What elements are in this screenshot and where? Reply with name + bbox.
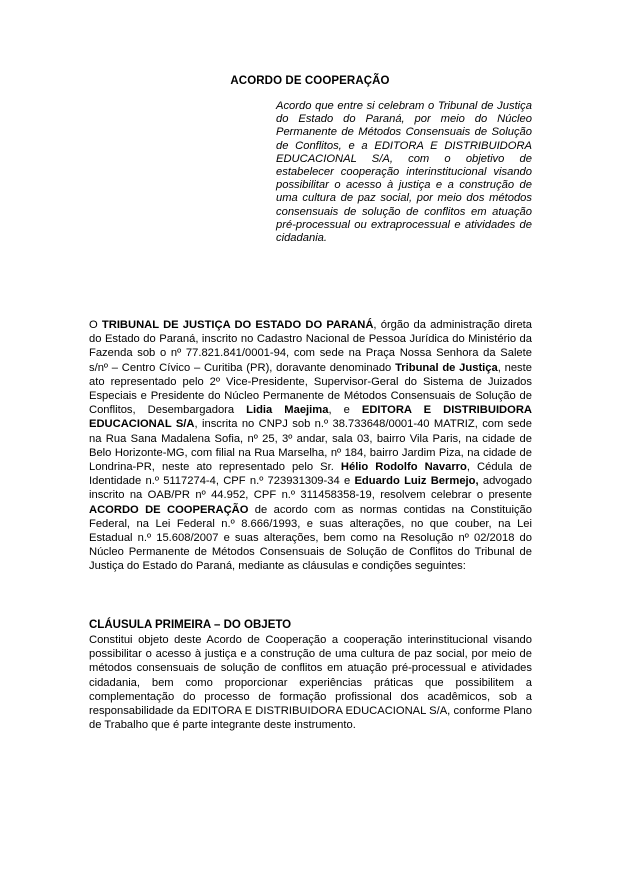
clause-1-body: Constitui objeto deste Acordo de Cooperação a cooperação interinstitucional visando possibilitar o acesso à justiça e a construção de uma cultura de paz social, por meio de métodos consensuais de solução de conflitos em atuação pré-processual e atividades cidadania, bem como proporcionar experiências práticas que possibilitem a complementação do processo de formação profissional dos acadêmicos, sob a responsabilidade da EDITORA E DISTRIBUIDORA EDUCACIONAL S/A, conforme Plano de Trabalho que é parte integrante deste instrumento. (89, 634, 532, 732)
preamble-text: , Cédula de Identidade n.º 5117274-4, CPF n.º 723931309-34 e (89, 461, 532, 488)
party-name-editora: EDITORA E DISTRIBUIDORA EDUCACIONAL S/A (89, 404, 532, 431)
clause-1-title: CLÁUSULA PRIMEIRA – DO OBJETO (89, 619, 292, 631)
representative-name: Eduardo Luiz Bermejo, (354, 475, 479, 488)
preamble-text: , inscrita no CNPJ sob n.º 38.733648/0001-40 MATRIZ, com sede na Rua Sana Madalena Sofia, nº 25, 3º andar, sala 03, bairro Vila Paris, na cidade de Belo Horizonte-MG, com filial na Rua Marselha, nº 184, bairro Jardim Piza, na cidade de Londrina-PR, neste ato representado pelo Sr. (89, 418, 532, 474)
preamble-paragraph (89, 318, 532, 574)
agreement-name: ACORDO DE COOPERAÇÃO (89, 503, 249, 516)
preamble-text: , neste ato representado pelo 2º Vice-Presidente, Supervisor-Geral do Sistema de Juizados Especiais e Presidente do Núcleo Permanente de Métodos Consensuais de Solução de Conflitos, Desembargadora (89, 361, 532, 417)
agreement-summary: Acordo que entre si celebram o Tribunal de Justiça do Estado do Paraná, por meio do Núcleo Permanente de Métodos Consensuais de Solução de Conflitos, e a EDITORA E DISTRIBUIDORA EDUCACIONAL S/A, com o objetivo de estabelecer cooperação interinstitucional visando possibilitar o acesso à justiça e a construção de uma cultura de paz social, por meio dos métodos consensuais de solução de conflitos em atuação pré-processual ou extraprocessual e atividades de cidadania. (276, 100, 532, 245)
preamble-text: , órgão da administração direta do Estado do Paraná, inscrito no Cadastro Nacional de Pessoa Jurídica do Ministério da Fazenda sob o nº 77.821.841/0001-94, com sede na Praça Nossa Senhora da Salete s/nº – Centro Cívico – Curitiba (PR), doravante denominado (89, 319, 532, 374)
preamble-text: O (89, 319, 102, 331)
preamble-text: advogado inscrito na OAB/PR nº 44.952, CPF n.º 311458358-19, resolvem celebrar o presente (89, 475, 532, 502)
preamble-text: , e (328, 404, 362, 417)
party-name-tribunal: TRIBUNAL DE JUSTIÇA DO ESTADO DO PARANÁ (101, 319, 374, 331)
party-alias-tribunal: Tribunal de Justiça (395, 361, 498, 374)
representative-name: Hélio Rodolfo Navarro (340, 461, 467, 474)
preamble-text: de acordo com as normas contidas na Constituição Federal, na Lei Federal n.º 8.666/1993, e suas alterações, no que couber, na Lei Estadual n.º 15.608/2007 e suas alterações, bem como na Resolução nº 02/2018 do Núcleo Permanente de Métodos Consensuais de Solução de Conflitos do Tribunal de Justiça do Estado do Paraná, mediante as cláusulas e condições seguintes: (89, 503, 532, 573)
representative-name: Lidia Maejima (246, 404, 329, 417)
document-title: ACORDO DE COOPERAÇÃO (230, 75, 390, 87)
